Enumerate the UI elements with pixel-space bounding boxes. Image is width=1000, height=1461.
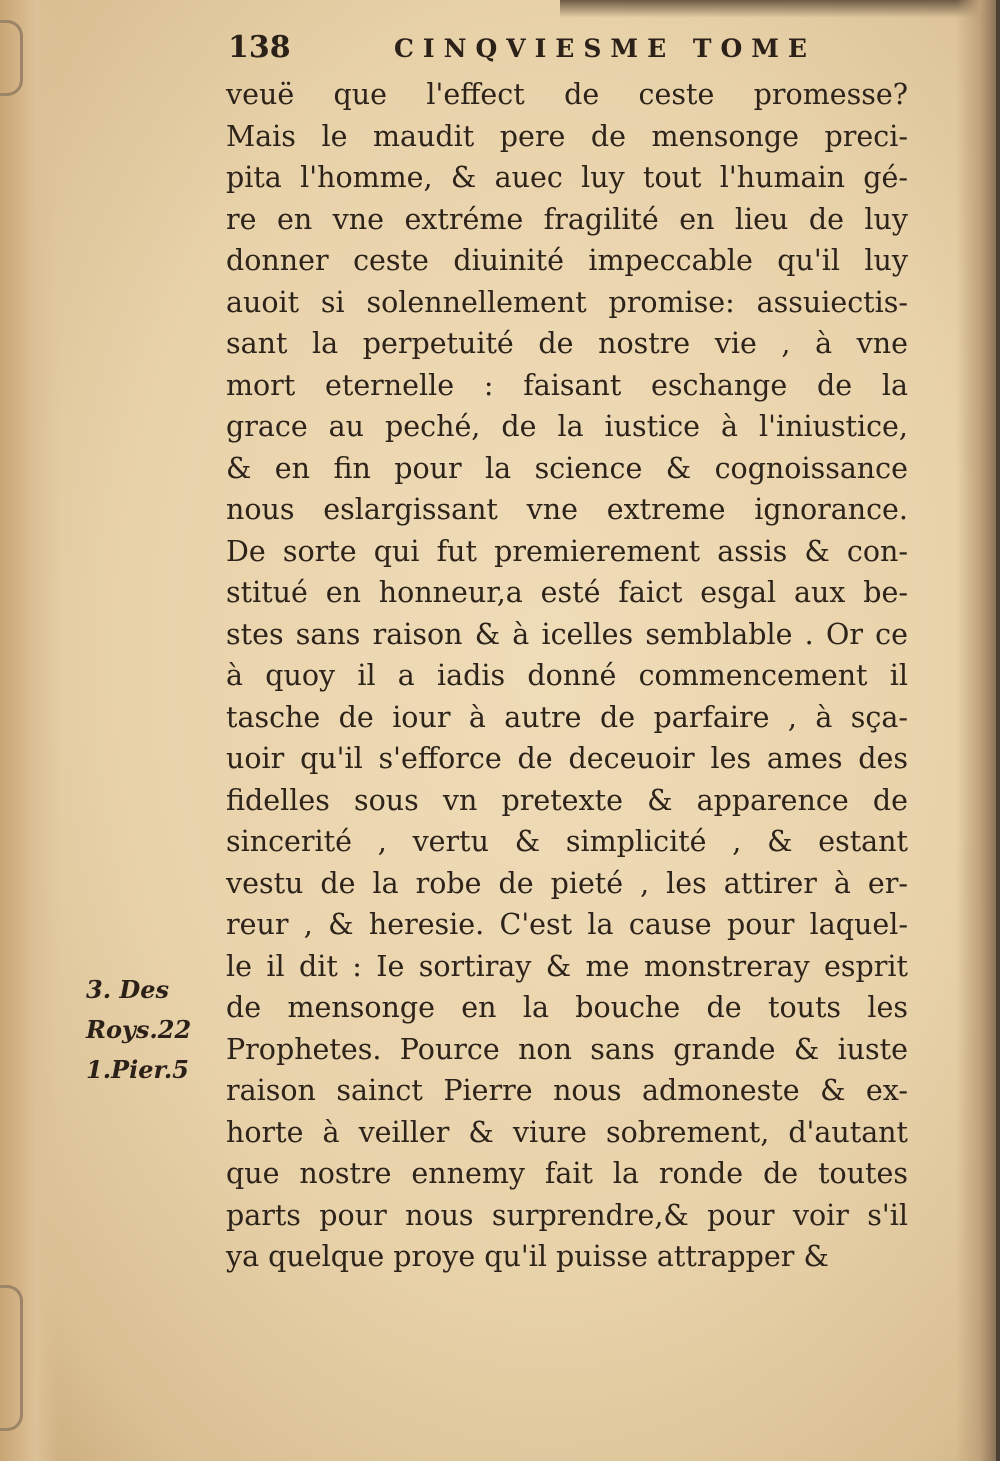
text-line: nous eslargissant vne extreme ignorance. [226, 493, 908, 526]
margin-note: 1.Pier.5 [86, 1055, 189, 1084]
text-line: re en vne extréme fragilité en lieu de luy [226, 202, 908, 236]
binding-ring-bottom [0, 1285, 23, 1431]
text-line: parts pour nous surprendre,& pour voir s'il [226, 1198, 908, 1232]
text-line: vestu de la robe de pieté , les attirer à er- [226, 866, 908, 900]
text-line: uoir qu'il s'efforce de deceuoir les ames des [226, 742, 908, 775]
text-line: ya quelque proye qu'il puisse attrapper & [226, 1240, 829, 1273]
text-line: raison sainct Pierre nous admoneste & ex- [226, 1074, 908, 1107]
text-line: à quoy il a iadis donné commencement il [226, 659, 908, 692]
text-line: sincerité , vertu & simplicité , & estant [226, 825, 908, 858]
text-line: auoit si solennellement promise: assuiectis- [226, 285, 908, 319]
text-line: que nostre ennemy fait la ronde de toutes [226, 1157, 908, 1190]
margin-note: Roys.22 [86, 1015, 192, 1044]
text-line: fidelles sous vn pretexte & apparence de [226, 783, 908, 817]
text-line: Mais le maudit pere de mensonge preci- [226, 119, 908, 153]
text-line: sant la perpetuité de nostre vie , à vne [226, 327, 908, 360]
margin-notes [86, 970, 216, 1090]
text-line: tasche de iour à autre de parfaire , à sça- [226, 700, 908, 734]
page-top-edge-shadow [560, 0, 996, 18]
margin-note: 3. Des [86, 975, 170, 1004]
text-line: horte à veiller & viure sobrement, d'autant [226, 1115, 908, 1149]
text-line: Prophetes. Pource non sans grande & iuste [226, 1032, 908, 1066]
running-head: CINQVIESME TOME [394, 34, 816, 63]
text-line: veuë que l'effect de ceste promesse? [226, 78, 908, 111]
text-line: grace au peché, de la iustice à l'iniustice, [226, 410, 908, 443]
text-line: stes sans raison & à icelles semblable . Or ce [226, 617, 908, 651]
text-line: le il dit : Ie sortiray & me monstreray esprit [226, 949, 908, 983]
text-line: donner ceste diuinité impeccable qu'il luy [226, 244, 908, 277]
text-line: pita l'homme, & auec luy tout l'humain gé- [226, 161, 908, 194]
text-line: & en fin pour la science & cognoissance [226, 451, 908, 485]
text-line: reur , & heresie. C'est la cause pour laquel- [226, 908, 908, 941]
body-text [226, 74, 908, 1278]
page-header [228, 28, 828, 74]
text-line: stitué en honneur,a esté faict esgal aux be- [226, 576, 908, 609]
text-line: de mensonge en la bouche de touts les [226, 991, 908, 1024]
binding-ring-top [0, 20, 23, 96]
text-line: mort eternelle : faisant eschange de la [226, 368, 908, 402]
page-number: 138 [228, 30, 291, 65]
text-line: De sorte qui fut premierement assis & con- [226, 534, 908, 568]
